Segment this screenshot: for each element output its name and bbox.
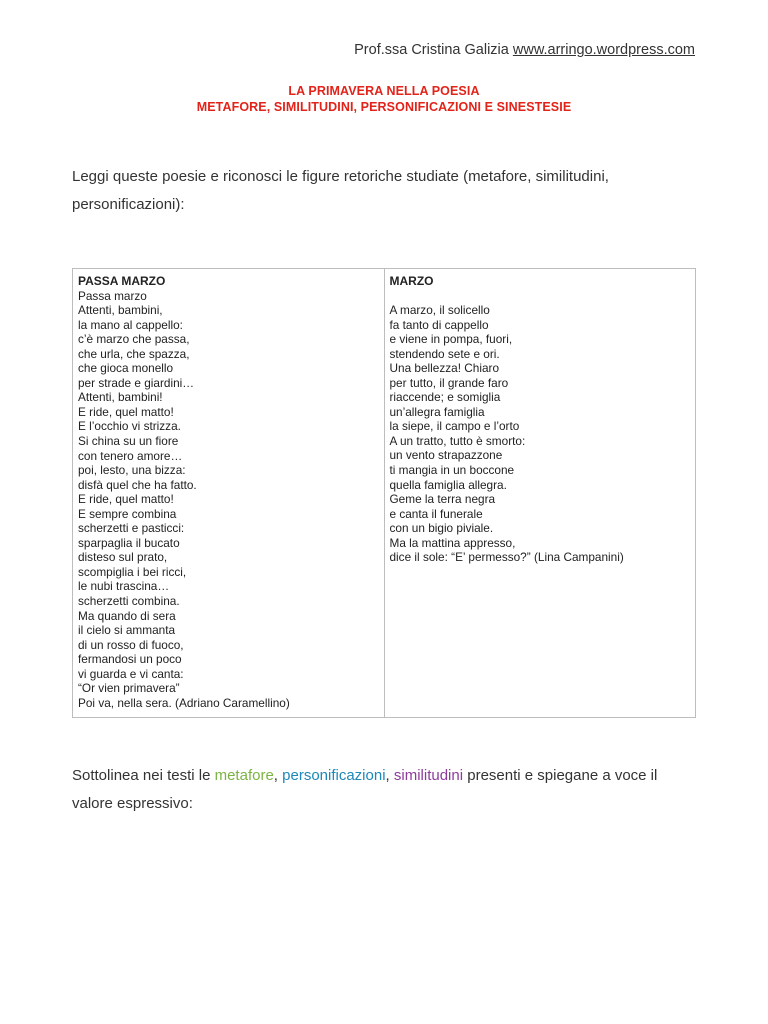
author-name: Prof.ssa Cristina Galizia [354, 42, 509, 58]
poem-title: PASSA MARZO [78, 274, 166, 288]
poem-line: per strade e giardini… [78, 375, 195, 390]
poem-line: con un bigio piviale. [389, 521, 494, 536]
poem-line: Passa marzo [78, 288, 147, 303]
poem-line: E ride, quel matto! [78, 404, 174, 419]
intro-instructions: Leggi queste poesie e riconosci le figure retoriche studiate (metafore, similitudini, personificazioni): [72, 168, 609, 213]
poem-line: sparpaglia il bucato [78, 535, 180, 550]
poem-line: stendendo sete e ori. [389, 346, 500, 361]
poem-line: A marzo, il solicello [389, 303, 490, 317]
keyword-metafore: metafore [214, 767, 274, 784]
poem-line: Si china su un fiore [78, 433, 179, 448]
poem-line: un’allegra famiglia [389, 404, 485, 419]
poem-line: scherzetti e pasticci: [78, 521, 185, 536]
poem-line: il cielo si ammanta [78, 623, 176, 638]
keyword-personificazioni: personificazioni [282, 767, 386, 784]
poem-line: vi guarda e vi canta: [78, 666, 184, 681]
blank-line [390, 289, 696, 304]
website-link[interactable]: www.arringo.wordpress.com [512, 42, 695, 58]
poem-line: le nubi trascina… [78, 579, 170, 594]
poem-line: “Or vien primavera” [78, 681, 180, 696]
poem-line: Ma la mattina appresso, [389, 535, 516, 550]
poem-line: e viene in pompa, fuori, [389, 332, 513, 347]
poem-line: e canta il funerale [389, 506, 483, 521]
poem-line: E l’occhio vi strizza. [78, 419, 181, 434]
title-line-1: LA PRIMAVERA NELLA POESIA [288, 84, 480, 98]
poem-line: fa tanto di cappello [389, 317, 489, 332]
poem-line: un vento strapazzone [389, 448, 503, 463]
poem-line: poi, lesto, una bizza: [78, 463, 186, 478]
poem-line: Una bellezza! Chiaro [389, 361, 500, 376]
poem-line: Ma quando di sera [78, 608, 176, 623]
poem-line: che gioca monello [78, 361, 174, 376]
task-prefix: Sottolinea nei testi le [72, 767, 215, 784]
poem-line: la siepe, il campo e l’orto [389, 419, 520, 434]
poem-column-marzo [384, 269, 696, 717]
poem-line: Geme la terra negra [389, 492, 496, 507]
page-header [354, 42, 695, 58]
poem-lines [78, 289, 384, 711]
poem-line: di un rosso di fuoco, [78, 637, 184, 652]
poem-line: Attenti, bambini, [78, 303, 163, 318]
poem-line: A un tratto, tutto è smorto: [389, 433, 526, 448]
title-line-2: METAFORE, SIMILITUDINI, PERSONIFICAZIONI E SINESTESIE [196, 100, 572, 114]
poem-line: E sempre combina [78, 506, 177, 521]
poem-lines [390, 303, 696, 565]
poem-line: scherzetti combina. [78, 593, 180, 608]
poems-table [72, 268, 696, 718]
poem-line: Attenti, bambini! [78, 390, 163, 405]
task-separator: , [385, 767, 394, 784]
poem-line: che urla, che spazza, [78, 346, 190, 361]
poem-title: MARZO [389, 274, 434, 288]
poem-line: dice il sole: “E’ permesso?” (Lina Campanini) [389, 550, 624, 565]
poem-line: disfà quel che ha fatto. [78, 477, 197, 492]
poem-line: ti mangia in un boccone [389, 463, 515, 478]
poem-line: c’è marzo che passa, [78, 332, 190, 347]
poem-line: quella famiglia allegra. [389, 477, 507, 492]
poem-line: la mano al cappello: [78, 317, 183, 332]
poem-line: scompiglia i bei ricci, [78, 564, 187, 579]
task-suffix: presenti e spiegane a voce il valore espressivo: [72, 767, 658, 812]
task-separator: , [273, 767, 283, 784]
poem-line: fermandosi un poco [78, 652, 182, 667]
poem-line: riaccende; e somiglia [389, 390, 501, 405]
poem-line: disteso sul prato, [78, 550, 168, 565]
poem-line: per tutto, il grande faro [389, 375, 509, 390]
keyword-similitudini: similitudini [393, 767, 464, 784]
poem-column-passa-marzo [73, 269, 384, 717]
document-title [0, 83, 768, 115]
poem-line: E ride, quel matto! [78, 492, 174, 507]
poem-line: Poi va, nella sera. (Adriano Caramellino) [78, 695, 290, 710]
task-instructions [72, 762, 702, 818]
poem-line: con tenero amore… [78, 448, 183, 463]
